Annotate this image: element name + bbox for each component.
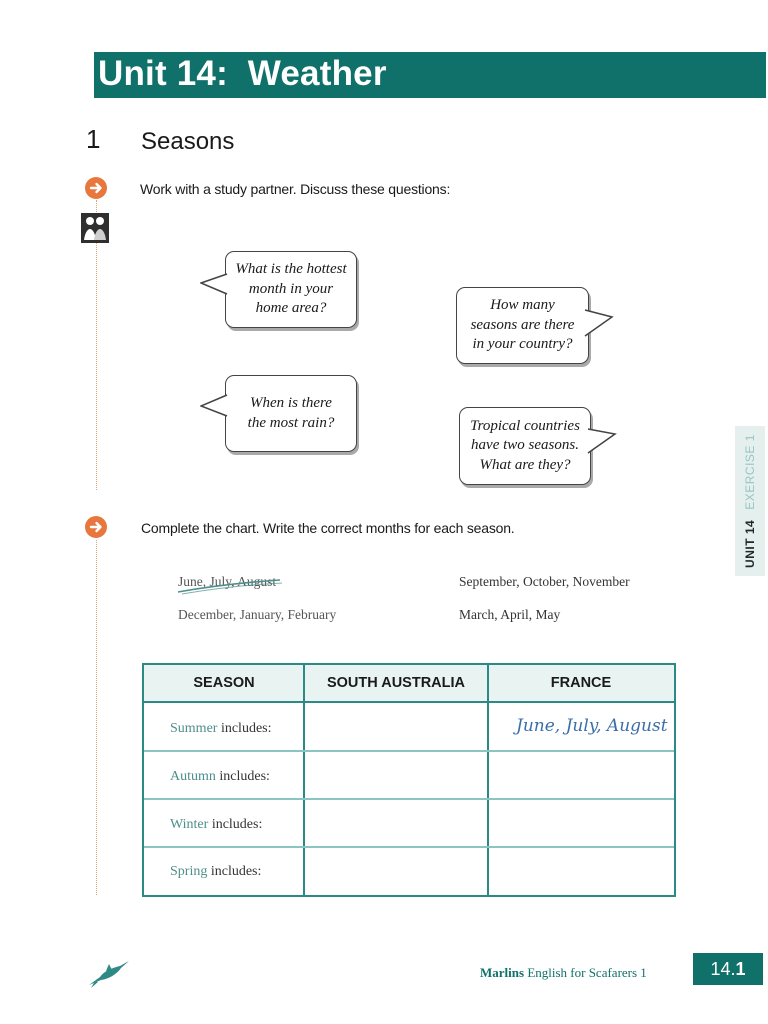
answer-cell-sa-winter[interactable] — [305, 800, 487, 845]
header-season: SEASON — [193, 675, 255, 691]
answer-cell-sa-autumn[interactable] — [305, 752, 487, 797]
bubble-text: How many seasons are there in your country? — [470, 297, 575, 353]
task2-instruction: Complete the chart. Write the correct months for each season. — [141, 520, 515, 536]
speech-bubble — [225, 251, 357, 328]
speech-bubble — [225, 375, 357, 452]
bubble-text: When is there the most rain? — [247, 395, 335, 431]
answer-cell-france-winter[interactable] — [489, 800, 672, 845]
answer-cell-sa-summer[interactable] — [305, 703, 487, 749]
header-south-australia: SOUTH AUSTRALIA — [326, 675, 465, 691]
unit-title: Unit 14: Weather — [98, 54, 387, 93]
bubble-tail — [200, 394, 230, 424]
page-number: 14. 1 — [693, 953, 763, 985]
bubble-tail — [200, 273, 230, 303]
row-label-summer: Summer includes: — [170, 721, 272, 736]
answer-cell-france-autumn[interactable] — [489, 752, 672, 797]
seasons-chart — [142, 663, 676, 897]
side-tab — [735, 426, 765, 576]
answer-cell-sa-spring[interactable] — [305, 848, 487, 893]
header-france: FRANCE — [550, 675, 612, 691]
row-label-autumn: Autumn includes: — [170, 769, 270, 784]
speech-bubble — [456, 287, 589, 364]
strike-through-mark — [176, 576, 286, 596]
month-group-mar-may: March, April, May — [459, 607, 561, 622]
speech-bubble — [459, 407, 591, 485]
section-number: 1 — [86, 124, 101, 154]
side-tab-label: UNIT 14EXERCISE 1 — [743, 434, 757, 568]
row-label-winter: Winter includes: — [170, 817, 263, 832]
bubble-tail — [585, 428, 617, 458]
footer-credit: Marlins English for Scafarers 1 — [480, 965, 647, 980]
arrow-right-icon — [85, 177, 107, 199]
month-group-dec-feb: December, January, February — [178, 607, 337, 622]
month-group-used: June, July, August — [178, 574, 276, 590]
margin-rule — [96, 540, 97, 895]
swordfish-logo-icon — [86, 955, 130, 994]
study-pair-icon — [80, 212, 110, 244]
bubble-text: Tropical countries have two seasons. What are they? — [470, 417, 580, 473]
month-group-sep-nov: September, October, November — [459, 574, 630, 589]
arrow-right-icon — [85, 516, 107, 538]
section-title: Seasons — [141, 128, 235, 155]
bubble-text: What is the hottest month in your home area? — [235, 261, 347, 317]
task1-instruction: Work with a study partner. Discuss these questions: — [140, 181, 451, 197]
row-label-spring: Spring includes: — [170, 864, 262, 879]
bubble-tail — [582, 309, 614, 341]
answer-cell-france-spring[interactable] — [489, 848, 672, 893]
answer-france-summer[interactable]: June, July, August — [516, 716, 668, 736]
